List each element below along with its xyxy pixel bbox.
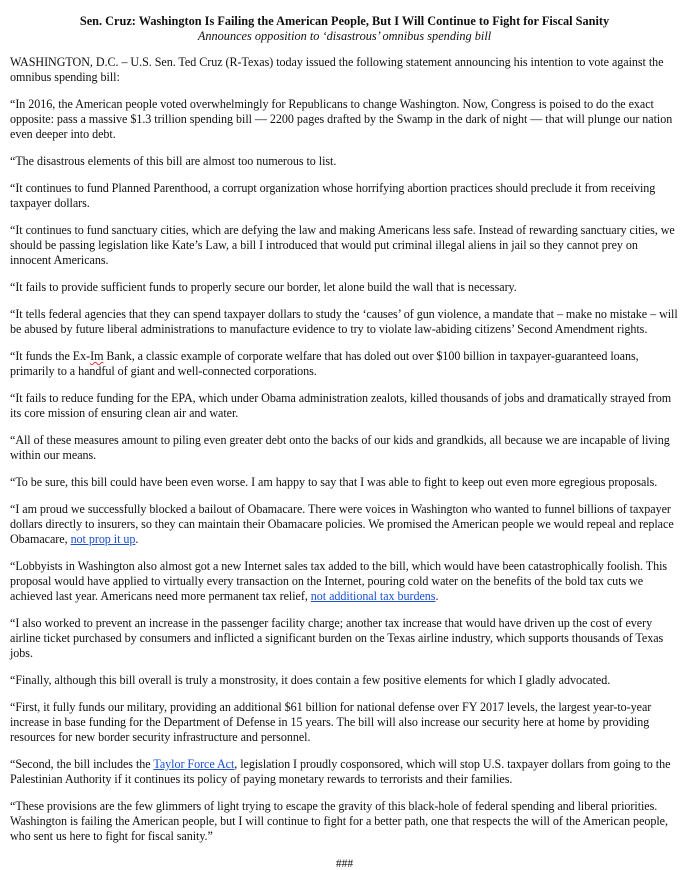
paragraph-2016-election: “In 2016, the American people voted overwhelmingly for Republicans to change Washington. Now, Congress is poised to do the exact opposite: pass a massive $1.3 trillion spending bill — 2200 pages drafted by the Swamp in the dark of night — that will plunge our nation even deeper into debt. xyxy=(10,97,673,141)
not-prop-it-up-link[interactable]: not prop it up xyxy=(70,532,136,546)
tax-burdens-link[interactable]: not additional tax burdens xyxy=(310,589,436,603)
paragraph-text: “Lobbyists in Washington also almost got a new Internet sales tax added to the bill, which would have been catastrophically foolish. This proposal would have applied to virtually every transaction on the Internet, pouring cold water on the benefits of the bold tax cuts we achieved last year. Americans need more permanent tax relief, xyxy=(10,559,668,603)
paragraph-text: “It funds the Ex- xyxy=(10,349,91,363)
press-release-title: Sen. Cruz: Washington Is Failing the American People, But I Will Continue to Fight for Fiscal Sanity xyxy=(79,14,610,28)
paragraph-sanctuary-cities: “It continues to fund sanctuary cities, which are defying the law and making Americans less safe. Instead of rewarding sanctuary cities, we should be passing legislation like Kate’s Law, a bill I introduced that would put criminal illegal aliens in jail so they cannot prey on innocent Americans. xyxy=(10,223,675,267)
press-release-subtitle: Announces opposition to ‘disastrous’ omnibus spending bill xyxy=(197,29,492,43)
paragraph-text: Bank, a classic example of corporate welfare that has doled out over $100 billion in taxpayer-guaranteed loans, primarily to a handful of giant and well-connected corporations. xyxy=(10,349,639,378)
paragraph-text: . xyxy=(435,589,439,603)
paragraph-taylor-force-act xyxy=(10,757,679,787)
paragraph-debt: “All of these measures amount to piling even greater debt onto the backs of our kids and grandkids, all because we are incapable of living within our means. xyxy=(10,433,670,462)
paragraph-text: “Second, the bill includes the xyxy=(10,757,154,771)
paragraph-border: “It fails to provide sufficient funds to properly secure our border, let alone build the wall that is necessary. xyxy=(10,280,517,294)
paragraph-military: “First, it fully funds our military, providing an additional $61 billion for national defense over FY 2017 levels, the largest year-to-year increase in base funding for the Department of Defense in 15 years. The bill will also increase our security here at home by providing resources for new border security infrastructure and personnel. xyxy=(10,700,652,744)
paragraph-text: , legislation I proudly cosponsored, which will stop U.S. taxpayer dollars from going to the Palestinian Authority if it continues its policy of paying monetary rewards to terrorists and their families. xyxy=(10,757,671,786)
spellcheck-flagged-word: Im xyxy=(90,349,104,363)
paragraph-planned-parenthood: “It continues to fund Planned Parenthood, a corrupt organization whose horrifying abortion practices should preclude it from receiving taxpayer dollars. xyxy=(10,181,656,210)
paragraph-gun-violence: “It tells federal agencies that they can spend taxpayer dollars to study the ‘causes’ of gun violence, a mandate that – make no mistake – will be abused by future liberal administrations to manufacture evidence to try to violate law-abiding citizens’ Second Amendment rights. xyxy=(10,307,678,336)
paragraph-epa: “It fails to reduce funding for the EPA, which under Obama administration zealots, killed thousands of jobs and dramatically strayed from its core mission of ensuring clean air and water. xyxy=(10,391,672,420)
end-mark: ### xyxy=(335,858,354,870)
paragraph-ex-im-bank xyxy=(10,349,679,379)
paragraph-dateline: WASHINGTON, D.C. – U.S. Sen. Ted Cruz (R-Texas) today issued the following statement announcing his intention to vote against the omnibus spending bill: xyxy=(10,55,664,84)
paragraph-text: . xyxy=(135,532,139,546)
paragraph-text: “I am proud we successfully blocked a bailout of Obamacare. There were voices in Washington who wanted to funnel billions of taxpayer dollars directly to insurers, so they can maintain their Obamacare policies. We promised the American people we would repeal and replace Obamacare, xyxy=(10,502,674,546)
paragraph-obamacare xyxy=(10,502,679,547)
taylor-force-act-link[interactable]: Taylor Force Act xyxy=(153,757,235,771)
paragraph-disastrous-elements: “The disastrous elements of this bill are almost too numerous to list. xyxy=(10,154,337,168)
paragraph-conclusion: “These provisions are the few glimmers of light trying to escape the gravity of this black-hole of federal spending and liberal priorities. Washington is failing the American people, but I will continue to fight for a better path, one that respects the will of the American people, who sent us here to fight for fiscal sanity.” xyxy=(10,799,668,843)
paragraph-positive-elements: “Finally, although this bill overall is truly a monstrosity, it does contain a few positive elements for which I gladly advocated. xyxy=(10,673,611,687)
paragraph-internet-sales-tax xyxy=(10,559,679,604)
paragraph-could-be-worse: “To be sure, this bill could have been even worse. I am happy to say that I was able to fight to keep out even more egregious proposals. xyxy=(10,475,658,489)
paragraph-passenger-facility-charge: “I also worked to prevent an increase in the passenger facility charge; another tax increase that would have driven up the cost of every airline ticket purchased by consumers and inflicted a significant burden on the Texas airline industry, which supports thousands of Texas jobs. xyxy=(10,616,664,660)
